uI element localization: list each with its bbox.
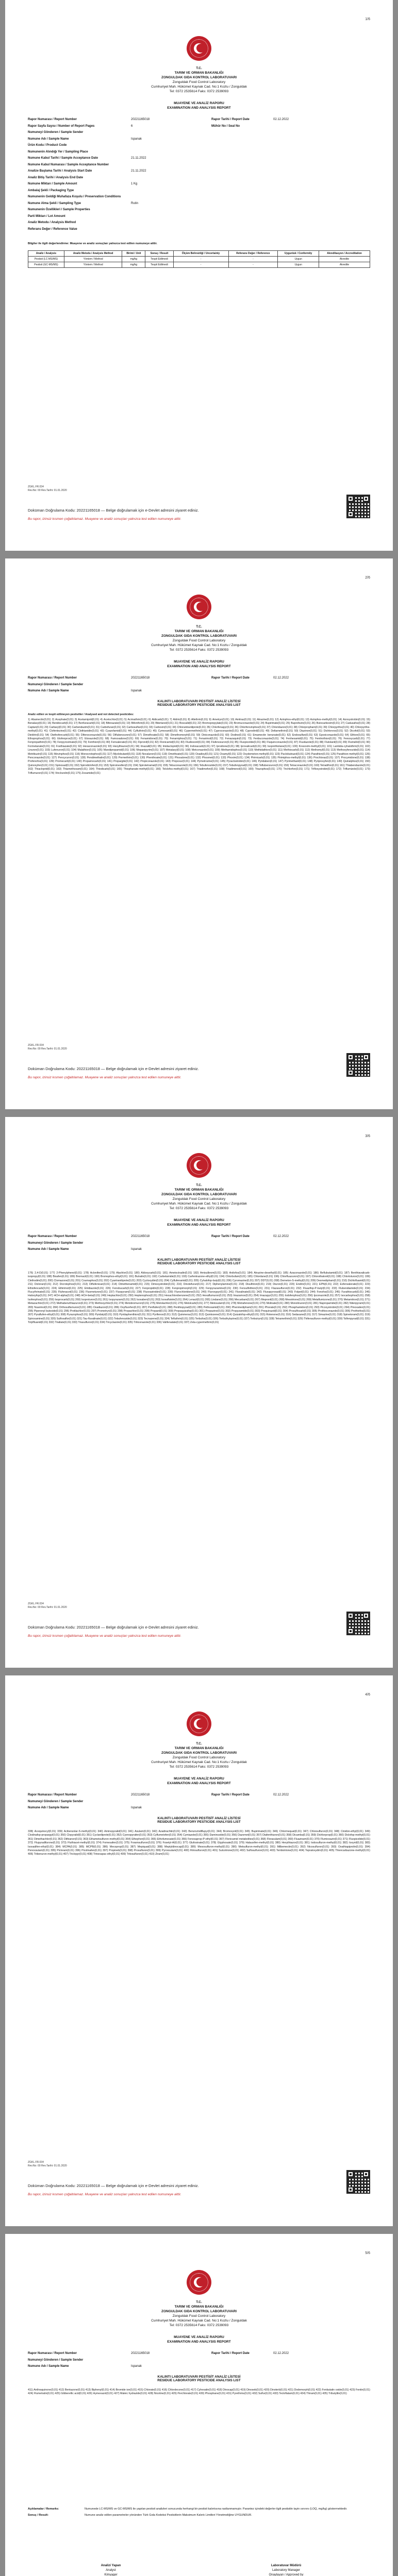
report-page-2 xyxy=(5,558,393,1109)
report-header: T.C. TARIM VE ORMAN BAKANLIĞI ZONGULDAK GIDA KONTROL LABORATUVARI Zonguldak Food Control Laboratory Cumhuriyet Mah. Hükümet Kaynak Cad. No:1 Kozlu / Zonguldak Tel: 0372 2535614 Faks: 0372 2539093 xyxy=(151,625,247,652)
verification-text: Doküman Doğrulama Kodu: 20221165018 — Belge doğrulamak için e-Devlet adresini ziyaret ediniz. xyxy=(28,1066,199,1071)
qr-code-icon[interactable] xyxy=(346,1612,370,1635)
qr-code-icon[interactable] xyxy=(346,2170,370,2194)
report-header: T.C. TARIM VE ORMAN BAKANLIĞI ZONGULDAK GIDA KONTROL LABORATUVARI Zonguldak Food Control Laboratory Cumhuriyet Mah. Hükümet Kaynak Cad. No:1 Kozlu / Zonguldak Tel: 0372 2535614 Faks: 0372 2539093 xyxy=(151,2300,247,2327)
remark-row: Sonuç / Result: Numune analiz edilen parametreler yönünden Türk Gıda Kodeksi Pestisitlerin Maksimum Kalıntı Limitleri Yönetmeliğine UYGUNDUR. xyxy=(28,2514,252,2517)
ministry-logo xyxy=(187,595,211,619)
section-title: KALINTI LABORATUVARI PESTİSİT ANALİZ LİSTESİ RESIDUE LABORATORY PESTICIDE ANALYSIS LIST xyxy=(157,1817,241,1824)
section-title: KALINTI LABORATUVARI PESTİSİT ANALİZ LİSTESİ RESIDUE LABORATORY PESTICIDE ANALYSIS LIST xyxy=(157,700,241,707)
document-code: ZGKL.FR.034 Rev.No: 00 Rev.Tarihi: 01.01.2020 xyxy=(28,485,67,492)
document-code: ZGKL.FR.034 Rev.No: 00 Rev.Tarihi: 01.01.2020 xyxy=(28,1044,67,1050)
verification-text: Doküman Doğrulama Kodu: 20221165018 — Belge doğrulamak için e-Devlet adresini ziyaret ediniz. xyxy=(28,1625,199,1630)
legal-notice: Bu rapor, izinsiz kısmen çoğaltılamaz. Muayene ve analiz sonuçları yalnızca test edilen numuneye aittir. xyxy=(28,517,181,521)
section-title: KALINTI LABORATUVARI PESTİSİT ANALİZ LİSTESİ RESIDUE LABORATORY PESTICIDE ANALYSIS LIST xyxy=(157,1258,241,1265)
evaluation-note: Bilgiler ile ilgili değerlendirme: Muayene ve analiz sonuçları yalnızca test edilen numuneye aittir. xyxy=(28,242,157,245)
list-intro: Analiz edilen ve tespit edilmeyen pestisitler / Analysed and not detected pesticides: xyxy=(28,713,134,716)
report-header: T.C. TARIM VE ORMAN BAKANLIĞI ZONGULDAK GIDA KONTROL LABORATUVARI Zonguldak Food Control Laboratory Cumhuriyet Mah. Hükümet Kaynak Cad. No:1 Kozlu / Zonguldak Tel: 0372 2535614 Faks: 0372 2539093 xyxy=(151,66,247,93)
manager-signature: Laboratuvar Müdürü Laboratory Manager Onaylayan / Approved by xyxy=(269,2564,304,2576)
ministry-logo xyxy=(187,36,211,61)
report-meta: Rapor Tarihi / Report Date 02.12.2022 xyxy=(211,676,289,680)
page-number: 3/6 xyxy=(365,1134,370,1138)
pesticide-list: 1) Abamectin(0,01) 2) Acephate(0,01) 3) Acetamiprid(0,01) 4) Acetochlor(0,01) 5) Acrinathrin(0,01) 6) Aldicarb(0,01) 7) Aldrin(0,01) 8) Allethrin(0,01) 9) Ametryn(0,01) 10) Amitraz(0,01) 11) Atrazine(0,01) 12) Azinphos-ethyl(0,01) 13) Azinphos-methyl(0,01) 14) Azoxystrobin(0,01) 15) Benalaxyl(0,01) 16) Bendiocarb(0,01) 17) Benfuracarb(0,01) 18) Bifenazate(0,01) 19) Bifenthrin(0,01) 20) Bitertanol(0,01) 21) Boscalid(0,01) 22) Bromopropylate(0,01) 23) Bromuconazole(0,01) 24) Bupirimate(0,01) 25) Buprofezin(0,01) 26) Butocarboxim(0,01) 27) Cadusafos(0,01) 28) Captan(0,01) 29) Carbaryl(0,01) 30) Carbendazim(0,01) 31) Carbofuran(0,01) 32) Carbosulfan(0,01) 33) Carboxin(0,01) 34) Chlorantraniliprole(0,01) 35) Chlorfenapyr(0,01) 36) Chlorfenvinphos(0,01) 37) Chloridazon(0,01) 38) Chlorpropham(0,01) 39) Chlorpyrifos(0,01) 40) Chlorpyrifos-methyl(0,01) 41) Clofentezine(0,01) 42) Clothianidin(0,01) 43) Cyazofamid(0,01) 44) Cyfluthrin(0,01) 45) Cymoxanil(0,01) 46) Cypermethrin(0,01) 47) Cyproconazole(0,01) 48) Cyprodinil(0,01) 49) Deltamethrin(0,01) 50) Diazinon(0,01) 51) Dichlorvos(0,01) 52) Dicofol(0,01) 53) Dieldrin(0,01) 54) Diethofencarb(0,01) 55) Difenoconazole(0,01) 56) Diflubenzuron(0,01) 57) Dimethoate(0,01) 58) Dimethomorph(0,01) 59) Diniconazole(0,01) 60) Dodine(0,01) 61) Emamectin benzoate(0,01) 62) Endosulfan(0,01) 63) Epoxiconazole(0,01) 64) Ethion(0,01) 65) Ethoprophos(0,01) 66) Etofenprox(0,01) 67) Etoxazole(0,01) 68) Famoxadone(0,01) 69) Fenamidone(0,01) 70) Fenamiphos(0,01) 71) Fenarimol(0,01) 72) Fenazaquin(0,01) 73) Fenbuconazole(0,01) 74) Fenhexamid(0,01) 75) Fenitrothion(0,01) 76) Fenoxycarb(0,01) 77) Fenpropathrin(0,01) 78) Fenpyroximate(0,01) 79) Fenthion(0,01) 80) Fenvalerate(0,01) 81) Fipronil(0,01) 82) Flonicamid(0,01) 83) Fludioxonil(0,01) 84) Flufenoxuron(0,01) 85) Fluopicolide(0,01) 86) Fluquinconazole(0,01) 87) Flusilazole(0,01) 88) Flutolanil(0,01) 89) Flutriafol(0,01) 90) Formetanate(0,01) 91) Fosthiazate(0,01) 92) Hexaconazole(0,01) 93) Hexythiazox(0,01) 94) Imazalil(0,01) 95) Imidacloprid(0,01) 96) Indoxacarb(0,01) 97) Iprodione(0,01) 98) Iprovalicarb(0,01) 99) Isoprothiolane(0,01) 100) Kresoxim-methyl(0,01) 101) Lambda-cyhalothrin(0,01) 102) Linuron(0,01) 103) Lufenuron(0,01) 104) Malathion(0,01) 105) Mandipropamid(0,01) 106) Mepanipyrim(0,01) 107) Metalaxyl(0,01) 108) Metconazole(0,01) 109) Methamidophos(0,01) 110) Methidathion(0,01) 111) Methiocarb(0,01) 112) Methomyl(0,01) 113) Methoxyfenozide(0,01) 114) Metribuzin(0,01) 115) Mevinphos(0,01) 116) Monocrotophos(0,01) 117) Myclobutanil(0,01) 118) Novaluron(0,01) 119) Omethoate(0,01) 120) Oxadixyl(0,01) 121) Oxamyl(0,01) 122) Oxydemeton-methyl(0,01) 123) Paclobutrazol(0,01) 124) Parathion(0,01) 125) Parathion-methyl(0,01) 126) Penconazole(0,01) 127) Pencycuron(0,01) 128) Pendimethalin(0,01) 129) Permethrin(0,01) 130) Phenthoate(0,01) 131) Phosalone(0,01) 132) Phosmet(0,01) 133) Phoxim(0,01) 134) Pirimicarb(0,01) 135) Pirimiphos-methyl(0,01) 136) Prochloraz(0,01) 137) Procymidone(0,01) 138) Profenofos(0,01) 139) Promecarb(0,01) 140) Propamocarb(0,01) 141) Propargite(0,01) 142) Propiconazole(0,01) 143) Propoxur(0,01) 144) Pymetrozine(0,01) 145) Pyraclostrobin(0,01) 146) Pyridaben(0,01) 147) Pyrimethanil(0,01) 148) Pyriproxyfen(0,01) 149) Quinalphos(0,01) 150) Quinoxyfen(0,01) 151) Spinosad(0,01) 152) Spirodiclofen(0,01) 153) Spiromesifen(0,01) 154) Spirotetramat(0,01) 155) Tebuconazole(0,01) 156) Tebufenozide(0,01) 157) Tebufenpyrad(0,01) 158) Teflubenzuron(0,01) 159) Tetraconazole(0,01) 160) Tetradifon(0,01) 161) Thiabendazole(0,01) 162) Thiacloprid(0,01) 163) Thiamethoxam(0,01) 164) Thiodicarb(0,01) 165) Thiophanate-methyl(0,01) 166) Tolclofos-methyl(0,01) 167) Triadimefon(0,01) 168) Triadimenol(0,01) 169) Triazophos(0,01) 170) Trichlorfon(0,01) 171) Trifloxystrobin(0,01) 172) Triflumizole(0,01) 173) Triflumuron(0,01) 174) Vinclozolin(0,01) 175) Zoxamide(0,01) xyxy=(28,718,370,775)
report-title: MUAYENE VE ANALİZ RAPORU EXAMINATION AND ANALYSIS REPORT xyxy=(167,1218,231,1227)
report-page-5 xyxy=(5,2234,393,2576)
sample-info-short: Rapor Numarası / Report Number 20221165018 Numuneyi Gönderen / Sample Sender Numune Adı / Sample Name Ispanak xyxy=(28,1235,150,1251)
sample-info-short: Rapor Numarası / Report Number 20221165018 Numuneyi Gönderen / Sample Sender Numune Adı / Sample Name Ispanak xyxy=(28,676,150,692)
remark-row: Açıklamalar / Remarks: Numunede LC-MS/MS ve GC-MS/MS ile yapılan pestisit analizleri sonucunda herhangi bir pestisit kalıntısına rastlanmamıştır. Parantez içindeki değerler ilgili pestisitin tayin sınırını (LOQ, mg/kg) göstermektedir. xyxy=(28,2507,347,2511)
document-code: ZGKL.FR.034 Rev.No: 00 Rev.Tarihi: 01.01.2020 xyxy=(28,1602,67,1609)
pesticide-list: 338) Acequinocyl(0,01) 339) Acibenzolar-S-methyl(0,01) 340) Aminopyralid(0,01) 341) Asulam(0,01) 342) Azadirachtin(0,01) 343) Benzovindiflupyr(0,01) 344) Bromoxynil(0,01) 345) Bupirimate(0,01) 346) Chlormequat(0,01) 347) Chlorsulfuron(0,01) 348) Cinidon-ethyl(0,01) 349) Clodinafop-propargyl(0,01) 350) Clopyralid(0,01) 351) Cyclaniliprole(0,01) 352) Cyenopyrafen(0,01) 353) Cyflumetofen(0,01) 354) Cymiazole(0,01) 355) Daminozide(0,01) 356) Dazomet(0,01) 357) Diafenthiuron(0,01) 358) Dicamba(0,01) 359) Dichlorprop(0,01) 360) Diclofop-methyl(0,01) 361) Dimethachlor(0,01) 362) Dithianon(0,01) 363) Ethametsulfuron-methyl(0,01) 364) Ethephon(0,01) 365) Ethofumesate(0,01) 366) Fenoxaprop-P-ethyl(0,01) 367) Flonicamid metabolites(0,01) 368) Florasulam(0,01) 369) Fluazinam(0,01) 370) Flumioxazin(0,01) 371) Fluopicolide(0,01) 372) Flupyradifurone(0,01) 373) Fluthiacet-methyl(0,01) 374) Fomesafen(0,01) 375) Foramsulfuron(0,01) 376) Fosetyl-Al(0,01) 377) Glufosinate(0,01) 378) Glyphosate(0,01) 379) Halauxifen-methyl(0,01) 380) Hexythiazox(0,01) 381) Iodosulfuron-methyl(0,01) 382) Ioxynil(0,01) 383) Isoxadifen-ethyl(0,01) 384) MCPA(0,01) 385) MCPB(0,01) 386) Mecoprop(0,01) 387) Mepiquat(0,01) 388) Meptyldinocap(0,01) 389) Mesosulfuron-methyl(0,01) 390) Metsulfuron-methyl(0,01) 391) Milbemectin(0,01) 392) Nicosulfuron(0,01) 393) Oxathiapiprolin(0,01) 394) Penoxsulam(0,01) 395) Picloram(0,01) 396) Picolinafen(0,01) 397) Propineb(0,01) 398) Prosulfuron(0,01) 399) Pyroxsulam(0,01) 400) Rimsulfuron(0,01) 401) Sulcotrione(0,01) 402) Sulfosulfuron(0,01) 403) Tembotrione(0,01) 404) Tepraloxydim(0,01) 405) Thiencarbazone-methyl(0,01) 406) Tribenuron-methyl(0,01) 407) Triclopyr(0,01) 408) Trinexapac-ethyl(0,01) 409) Tritosulfuron(0,01) 410) Ziram(0,01) xyxy=(28,1830,370,1856)
report-meta: Rapor Tarihi / Report Date 02.12.2022 Mühür No / Seal No xyxy=(211,118,289,128)
sample-info: Rapor Numarası / Report Number 20221165018 Rapor Sayfa Sayısı / Number of Report Pages 6 Numuneyi Gönderen / Sample Sender Numune Adı / Sample Name Ispanak Ürün Kodu / Product Code Numunenin Alındığı Yer / Sampling Place Numune Kabul Tarihi / Sample Acceptance Date 21.11.2022 Numune Kabul Numarası / Sample Acceptance Number Analize Başlama Tarihi / Analysis Start Date 21.11.2022 Analiz Bitiş Tarihi / Analysis End Date Numune Miktarı / Sample Amount 1 Kg Ambalaj Şekli / Packaging Type Numunenin Geldiği Muhafaza Koşulu / Preservation Conditions Numune Alma Şekli / Sampling Type Rutin Numunenin Özellikleri / Sample Properties Parti Miktarı / Lot Amount Analiz Metodu / Analysis Method Referans Değer / Reference Value xyxy=(28,118,150,231)
table-row: Pestisit (LC-MS/MS) Yöntem / Method mg/kg Tespit Edilmedi - - Uygun Akredite xyxy=(28,257,370,262)
section-title: KALINTI LABORATUVARI PESTİSİT ANALİZ LİSTESİ RESIDUE LABORATORY PESTICIDE ANALYSIS LIST xyxy=(157,2375,241,2382)
report-header: T.C. TARIM VE ORMAN BAKANLIĞI ZONGULDAK GIDA KONTROL LABORATUVARI Zonguldak Food Control Laboratory Cumhuriyet Mah. Hükümet Kaynak Cad. No:1 Kozlu / Zonguldak Tel: 0372 2535614 Faks: 0372 2539093 xyxy=(151,1742,247,1769)
report-page-4 xyxy=(5,1675,393,2226)
sample-info-short: Rapor Numarası / Report Number 20221165018 Numuneyi Gönderen / Sample Sender Numune Adı / Sample Name Ispanak xyxy=(28,2352,150,2368)
legal-notice: Bu rapor, izinsiz kısmen çoğaltılamaz. Muayene ve analiz sonuçları yalnızca test edilen numuneye aittir. xyxy=(28,2193,181,2196)
table-row: Pestisit (GC-MS/MS) Yöntem / Method mg/kg Tespit Edilmedi - - Uygun Akredite xyxy=(28,262,370,268)
report-meta: Rapor Tarihi / Report Date 02.12.2022 xyxy=(211,1793,289,1797)
legal-notice: Bu rapor, izinsiz kısmen çoğaltılamaz. Muayene ve analiz sonuçları yalnızca test edilen numuneye aittir. xyxy=(28,1076,181,1079)
page-number: 2/6 xyxy=(365,576,370,580)
analyst-signature: Analizi Yapan Analyst Kimyager xyxy=(101,2564,121,2576)
report-page-3 xyxy=(5,1117,393,1668)
page-number: 1/6 xyxy=(365,18,370,21)
page-number: 4/6 xyxy=(365,1693,370,1697)
report-page-1 xyxy=(5,0,393,551)
report-title: MUAYENE VE ANALİZ RAPORU EXAMINATION AND ANALYSIS REPORT xyxy=(167,660,231,668)
results-table: Analiz / Analysis Analiz Metodu / Analysis Method Birimi / Unit Sonuç / Result Ölçüm Belirsizliği / Uncertainty Referans Değer / Reference Uygunluk / Conformity Akreditasyon / Accreditation Pestisit (LC-MS/MS) Yöntem / Method mg/kg Tespit Edilmedi - - Uygun Akredite Pestisit (GC-MS/MS) Yöntem / Method mg/kg Tespit Edilmedi - - Uygun Akredite xyxy=(28,250,370,268)
qr-code-icon[interactable] xyxy=(346,1053,370,1077)
report-title: MUAYENE VE ANALİZ RAPORU EXAMINATION AND ANALYSIS REPORT xyxy=(167,101,231,110)
page-number: 5/6 xyxy=(365,2251,370,2255)
sample-info-short: Rapor Numarası / Report Number 20221165018 Numuneyi Gönderen / Sample Sender Numune Adı / Sample Name Ispanak xyxy=(28,1793,150,1809)
remarks-section xyxy=(28,2507,370,2519)
verification-text: Doküman Doğrulama Kodu: 20221165018 — Belge doğrulamak için e-Devlet adresini ziyaret ediniz. xyxy=(28,2183,199,2188)
legal-notice: Bu rapor, izinsiz kısmen çoğaltılamaz. Muayene ve analiz sonuçları yalnızca test edilen numuneye aittir. xyxy=(28,1634,181,1638)
report-meta: Rapor Tarihi / Report Date 02.12.2022 xyxy=(211,1235,289,1238)
pesticide-list: 411) Anthraquinone(0,01) 412) Bentazone(0,01) 413) Biphenyl(0,01) 414) Bromide ion(0,01) 415) Chlorate(0,01) 416) Chlordecone(0,01) 417) Cyhexatin(0,01) 418) Dinocap(0,01) 419) Dinoseb(0,01) 420) Dinoterb(0,01) 421) Dodemorph(0,01) 422) Fenbutatin oxide(0,01) 423) Fentin(0,01) 424) Flumetralin(0,01) 425) Gibberellic acid(0,01) 426) Hymexazol(0,01) 427) Maleic hydrazide(0,01) 428) Nicotine(0,01) 429) Perchlorate(0,01) 430) Phosphane(0,01) 431) Pyrethrins(0,01) 432) Sulfur(0,01) 433) Tecloftalam(0,01) 434) Thiram(0,01) 435) Tributyltin(0,01) xyxy=(28,2388,370,2396)
verification-text: Doküman Doğrulama Kodu: 20221165018 — Belge doğrulamak için e-Devlet adresini ziyaret ediniz. xyxy=(28,508,199,513)
document-code: ZGKL.FR.034 Rev.No: 00 Rev.Tarihi: 01.01.2020 xyxy=(28,2161,67,2167)
ministry-logo xyxy=(187,2270,211,2295)
report-title: MUAYENE VE ANALİZ RAPORU EXAMINATION AND ANALYSIS REPORT xyxy=(167,1777,231,1785)
report-title: MUAYENE VE ANALİZ RAPORU EXAMINATION AND ANALYSIS REPORT xyxy=(167,2335,231,2344)
report-meta: Rapor Tarihi / Report Date 02.12.2022 xyxy=(211,2352,289,2355)
ministry-logo xyxy=(187,1711,211,1736)
qr-code-icon[interactable] xyxy=(346,495,370,518)
report-header: T.C. TARIM VE ORMAN BAKANLIĞI ZONGULDAK GIDA KONTROL LABORATUVARI Zonguldak Food Control Laboratory Cumhuriyet Mah. Hükümet Kaynak Cad. No:1 Kozlu / Zonguldak Tel: 0372 2535614 Faks: 0372 2539093 xyxy=(151,1183,247,1210)
pesticide-list: 176) 2,4-D(0,01) 177) 2-Phenylphenol(0,01) 178) Aclonifen(0,01) 179) Alachlor(0,01) 180) Aldoxycarb(0,01) 181) Ametoctradin(0,01) 182) Amisulbrom(0,01) 183) Anilofos(0,01) 184) Atrazine-desethyl(0,01) 185) Azaconazole(0,01) 186) Beflubutamid(0,01) 187) Benthiavalicarb-isopropyl(0,01) 188) Bixafen(0,01) 189) Bromacil(0,01) 190) Bromophos-ethyl(0,01) 191) Butralin(0,01) 192) Carbetamide(0,01) 193) Carfentrazone-ethyl(0,01) 194) Chlorbufam(0,01) 195) Chlordane(0,01) 196) Chlorfluazuron(0,01) 197) Chlorothalonil(0,01) 198) Chlortoluron(0,01) 199) Clethodim(0,01) 200) Clomazone(0,01) 201) Coumaphos(0,01) 202) Cyantraniliprole(0,01) 203) Cycloxydim(0,01) 204) Cyflufenamid(0,01) 205) Cyhalofop-butyl(0,01) 206) Cyromazine(0,01) 207) DDT(0,01) 208) Demeton-S-methyl(0,01) 209) Desmedipham(0,01) 210) Dichlofluanid(0,01) 211) Dicloran(0,01) 212) Dicrotophos(0,01) 213) Diflufenican(0,01) 214) Dimethenamid(0,01) 215) Dimoxystrobin(0,01) 216) Dinotefuran(0,01) 217) Diphenylamine(0,01) 218) Disulfoton(0,01) 219) Diuron(0,01) 220) Endrin(0,01) 221) EPN(0,01) 222) Esfenvalerate(0,01) 223) Ethiofencarb(0,01) 224) Ethirimol(0,01) 225) Etridiazole(0,01) 226) Fenobucarb(0,01) 227) Fenpropidin(0,01) 228) Fenpropimorph(0,01) 229) Fenpyrazamine(0,01) 230) Fensulfothion(0,01) 231) Flazasulfuron(0,01) 232) Fluazifop-P-butyl(0,01) 233) Flubendiamide(0,01) 234) Flucythrinate(0,01) 235) Flufenacet(0,01) 236) Fluometuron(0,01) 237) Fluopyram(0,01) 238) Fluoxastrobin(0,01) 239) Flurochloridone(0,01) 240) Fluroxypyr(0,01) 241) Fluvalinate(0,01) 242) Fluxapyroxad(0,01) 243) Folpet(0,01) 244) Fonofos(0,01) 245) Furathiocarb(0,01) 246) Haloxyfop(0,01) 247) HCH-alpha(0,01) 248) HCH-beta(0,01) 249) Heptachlor(0,01) 250) Heptenophos(0,01) 251) Hexachlorobenzene(0,01) 252) Hexaflumuron(0,01) 253) Imazamox(0,01) 254) Imazapyr(0,01) 255) Iodofenphos(0,01) 256) Ipconazole(0,01) 257) Isocarbophos(0,01) 258) Isofenphos(0,01) 259) Isoprocarb(0,01) 260) Isoproturon(0,01) 261) Isopyrazam(0,01) 262) Isoxaben(0,01) 263) Isoxaflutole(0,01) 264) Lenacil(0,01) 265) Lindane(0,01) 266) Mecarbam(0,01) 267) Mepronil(0,01) 268) Mesotrione(0,01) 269) Metaflumizone(0,01) 270) Metamitron(0,01) 271) Metazachlor(0,01) 272) Methabenzthiazuron(0,01) 273) Methoxychlor(0,01) 274) Metobromuron(0,01) 275) Metolachlor(0,01) 276) Metolcarb(0,01) 277) Metosulam(0,01) 278) Metrafenone(0,01) 279) Molinate(0,01) 280) Monolinuron(0,01) 281) Napropamide(0,01) 282) Nitenpyram(0,01) 283) Nuarimol(0,01) 284) Orthosulfamuron(0,01) 285) Oxadiazon(0,01) 286) Oxyfluorfen(0,01) 287) Penflufen(0,01) 288) Penthiopyrad(0,01) 289) Pethoxamid(0,01) 290) Phenmedipham(0,01) 291) Phorate(0,01) 292) Phosphamidon(0,01) 293) Picoxystrobin(0,01) 294) Pinoxaden(0,01) 295) Piperonyl butoxide(0,01) 296) Pretilachlor(0,01) 297) Prometryn(0,01) 298) Propachlor(0,01) 299) Propanil(0,01) 300) Propaquizafop(0,01) 301) Propazine(0,01) 302) Propyzamide(0,01) 303) Proquinazid(0,01) 304) Prosulfocarb(0,01) 305) Prothioconazole(0,01) 306) Prothiofos(0,01) 307) Pyraflufen-ethyl(0,01) 308) Pyrazophos(0,01) 309) Pyridalyl(0,01) 310) Pyridaphenthion(0,01) 311) Pyrifenox(0,01) 312) Quinmerac(0,01) 313) Quintozene(0,01) 314) Quizalofop-ethyl(0,01) 315) Rotenone(0,01) 316) Sedaxane(0,01) 317) Simazine(0,01) 318) Spinetoram(0,01) 319) Spiroxamine(0,01) 320) Sulfoxaflor(0,01) 321) Tau-fluvalinate(0,01) 322) Tebufenozide(0,01) 323) Tecnazene(0,01) 324) Tefluthrin(0,01) 325) Terbufos(0,01) 326) Terbuthylazine(0,01) 327) Terbutryn(0,01) 328) Tetramethrin(0,01) 329) Thifensulfuron-methyl(0,01) 330) Tolfenpyrad(0,01) 331) Tolylfluanid(0,01) 332) Triallate(0,01) 333) Triasulfuron(0,01) 334) Tricyclazole(0,01) 335) Triticonazole(0,01) 336) Valifenalate(0,01) 337) Zeta-cypermethrin(0,01) xyxy=(28,1272,370,1325)
ministry-logo xyxy=(187,1153,211,1178)
